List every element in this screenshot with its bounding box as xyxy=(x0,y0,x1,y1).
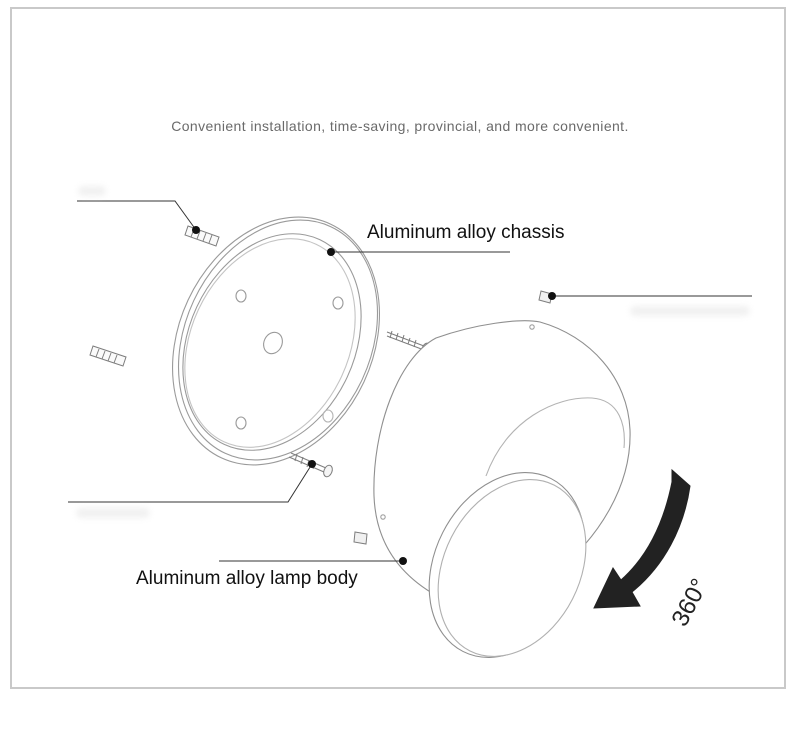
chassis-screw-hole xyxy=(323,410,333,422)
leader-dot xyxy=(308,460,316,468)
chassis-screw-hole xyxy=(333,297,343,309)
blurred-label xyxy=(76,508,150,518)
leader-dot xyxy=(548,292,556,300)
leader-dot xyxy=(399,557,407,565)
blurred-label xyxy=(78,186,106,196)
leader-dot xyxy=(192,226,200,234)
subtitle: Convenient installation, time-saving, provincial, and more convenient. xyxy=(171,118,629,134)
rotation-label: 360° xyxy=(666,574,714,631)
chassis-label: Aluminum alloy chassis xyxy=(367,222,565,243)
leader-line-top-left xyxy=(77,201,196,230)
chassis-face-inner xyxy=(152,211,387,475)
lamp-body-label: Aluminum alloy lamp body xyxy=(136,568,358,589)
chassis-screw-hole xyxy=(236,290,246,302)
wall-anchor-top xyxy=(185,226,219,246)
blurred-label xyxy=(630,306,750,316)
leader-line-bottom-left xyxy=(68,464,312,502)
set-screw-lower xyxy=(354,532,367,544)
chassis-screw-hole xyxy=(236,417,246,429)
lamp-body xyxy=(374,321,630,684)
wall-anchor-left xyxy=(90,346,126,366)
chassis-center-hole xyxy=(260,329,286,357)
leader-dot xyxy=(327,248,335,256)
